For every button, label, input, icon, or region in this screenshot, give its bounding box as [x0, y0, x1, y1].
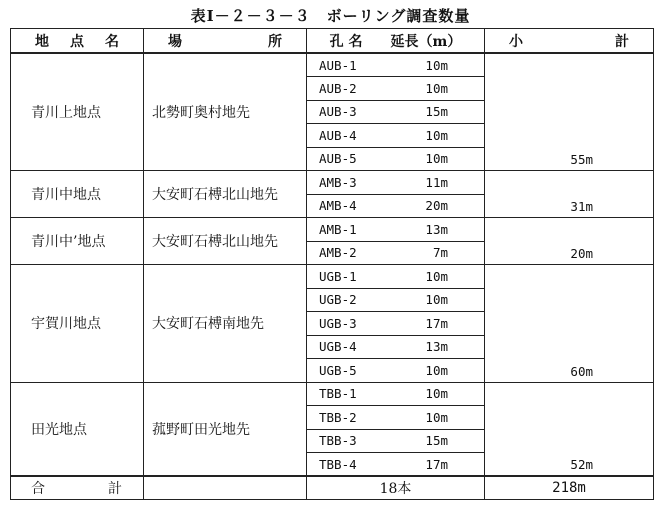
header-place: 場 所: [144, 29, 307, 54]
boring-survey-table: [10, 28, 654, 500]
hole-name: AUB-4: [307, 124, 391, 148]
hole-length: 10m: [391, 359, 485, 383]
hole-name: AMB-2: [307, 241, 391, 265]
hole-name: UGB-1: [307, 265, 391, 289]
hole-name: UGB-3: [307, 312, 391, 336]
station-name: 青川中地点: [11, 171, 144, 218]
header-row: [11, 29, 654, 54]
hole-length: 7m: [391, 241, 485, 265]
hole-length: 15m: [391, 100, 485, 124]
total-label: 合 計: [11, 476, 144, 500]
hole-name: AUB-5: [307, 147, 391, 171]
hole-length: 10m: [391, 124, 485, 148]
hole-name: AUB-2: [307, 77, 391, 101]
hole-length: 11m: [391, 171, 485, 195]
hole-name: AMB-1: [307, 218, 391, 242]
hole-name: AUB-3: [307, 100, 391, 124]
table-body: [11, 53, 654, 476]
hole-name: TBB-3: [307, 429, 391, 453]
table-row: [11, 53, 654, 77]
hole-length: 10m: [391, 265, 485, 289]
hole-length: 20m: [391, 194, 485, 218]
station-name: 青川中’地点: [11, 218, 144, 265]
total-sum: 218m: [485, 476, 654, 500]
station-name: 青川上地点: [11, 53, 144, 171]
table-row: [11, 218, 654, 242]
total-blank: [144, 476, 307, 500]
hole-length: 10m: [391, 288, 485, 312]
place-name: 大安町石榑北山地先: [144, 218, 307, 265]
station-name: 田光地点: [11, 382, 144, 476]
hole-name: AMB-4: [307, 194, 391, 218]
total-row: [11, 476, 654, 500]
hole-name: TBB-4: [307, 453, 391, 477]
subtotal: 20m: [485, 218, 654, 265]
header-station: 地 点 名: [11, 29, 144, 54]
hole-name: AMB-3: [307, 171, 391, 195]
hole-length: 13m: [391, 218, 485, 242]
place-name: 大安町石榑南地先: [144, 265, 307, 383]
hole-length: 13m: [391, 335, 485, 359]
hole-length: 15m: [391, 429, 485, 453]
hole-length: 10m: [391, 406, 485, 430]
hole-length: 10m: [391, 53, 485, 77]
hole-name: UGB-5: [307, 359, 391, 383]
subtotal: 55m: [485, 53, 654, 171]
hole-length: 10m: [391, 147, 485, 171]
place-name: 大安町石榑北山地先: [144, 171, 307, 218]
place-name: 菰野町田光地先: [144, 382, 307, 476]
total-count: 18本: [307, 476, 485, 500]
header-subtotal: 小 計: [485, 29, 654, 54]
header-hole-length: 孔 名 延長（m）: [307, 29, 485, 54]
hole-length: 17m: [391, 453, 485, 477]
hole-name: TBB-1: [307, 382, 391, 406]
subtotal: 31m: [485, 171, 654, 218]
table-row: [11, 171, 654, 195]
subtotal: 52m: [485, 382, 654, 476]
hole-length: 17m: [391, 312, 485, 336]
place-name: 北勢町奥村地先: [144, 53, 307, 171]
hole-length: 10m: [391, 382, 485, 406]
hole-name: AUB-1: [307, 53, 391, 77]
hole-name: TBB-2: [307, 406, 391, 430]
subtotal: 60m: [485, 265, 654, 383]
hole-name: UGB-2: [307, 288, 391, 312]
hole-name: UGB-4: [307, 335, 391, 359]
table-title: 表Ⅰ－２－３－３ ボーリング調査数量: [190, 7, 471, 25]
table-row: [11, 382, 654, 406]
table-row: [11, 265, 654, 289]
hole-length: 10m: [391, 77, 485, 101]
station-name: 宇賀川地点: [11, 265, 144, 383]
